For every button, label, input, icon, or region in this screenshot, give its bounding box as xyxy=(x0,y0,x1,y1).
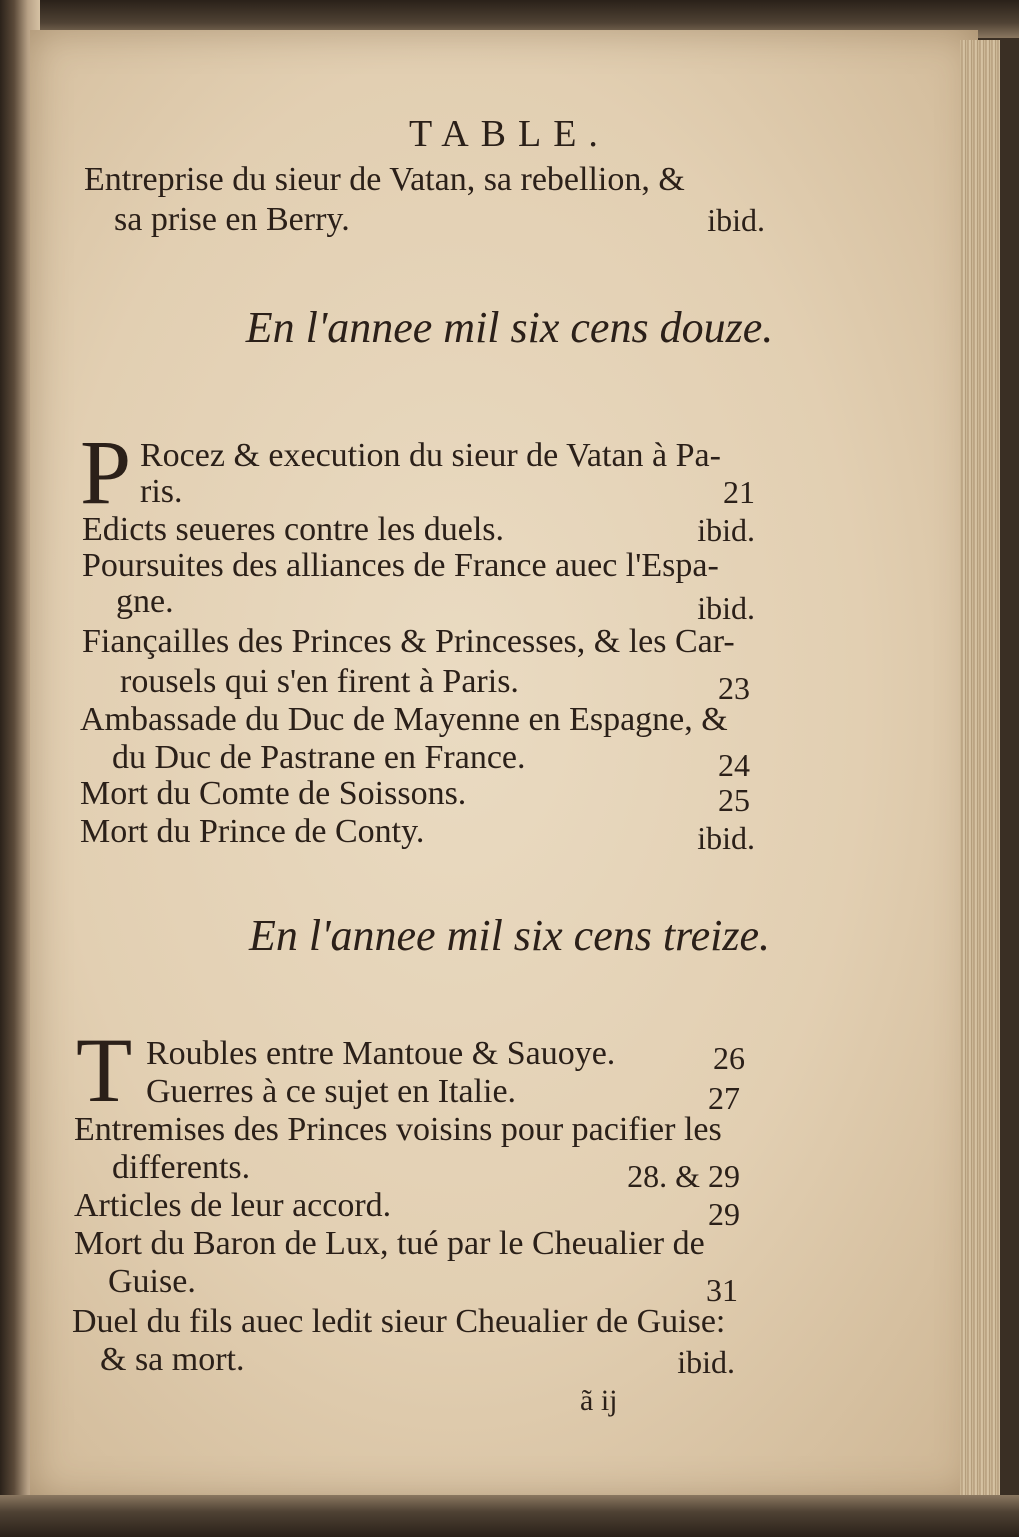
entry-line: Fiançailles des Princes & Princesses, & les Car- xyxy=(82,623,735,660)
entry-line: rousels qui s'en firent à Paris. xyxy=(120,663,519,700)
entry-page: 24 xyxy=(718,747,750,783)
entry-line: Mort du Baron de Lux, tué par le Cheualier de xyxy=(74,1225,705,1262)
entry-line: Rocez & execution du sieur de Vatan à Pa- xyxy=(140,437,721,474)
entry-line: Edicts seueres contre les duels. xyxy=(82,511,505,548)
entry-page: 21 xyxy=(723,474,755,510)
entry-line: Ambassade du Duc de Mayenne en Espagne, & xyxy=(80,701,728,738)
entry-line: sa prise en Berry. xyxy=(114,201,350,238)
drop-cap: T xyxy=(76,1019,133,1121)
entry-line: & sa mort. xyxy=(100,1341,245,1378)
entry-page: 31 xyxy=(706,1272,738,1308)
entry-line: Mort du Prince de Conty. xyxy=(80,813,425,850)
entry-page: 28. & 29 xyxy=(627,1158,740,1194)
signature-mark: ã ij xyxy=(580,1384,618,1417)
entry-line: Duel du fils auec ledit sieur Cheualier de Guise: xyxy=(72,1303,726,1340)
entry-line: Guerres à ce sujet en Italie. xyxy=(146,1073,517,1110)
page-stack-edges xyxy=(960,40,1000,1500)
entry-page: 23 xyxy=(718,670,750,706)
entry-line: Entremises des Princes voisins pour pacifier les xyxy=(74,1111,722,1148)
entry-page: 27 xyxy=(708,1080,740,1116)
entry-page: 26 xyxy=(713,1040,745,1076)
entry-page: ibid. xyxy=(697,820,755,856)
entry-line: Entreprise du sieur de Vatan, sa rebellion, & xyxy=(84,161,685,198)
entry-line: differents. xyxy=(112,1149,251,1186)
entry-line: Articles de leur accord. xyxy=(74,1187,392,1224)
entry-line: Guise. xyxy=(108,1263,196,1300)
entry-page: ibid. xyxy=(707,202,765,238)
entry-line: gne. xyxy=(116,583,174,620)
bottom-edge xyxy=(0,1495,1019,1537)
drop-cap: P xyxy=(80,421,132,523)
entry-page: ibid. xyxy=(677,1344,735,1380)
entry-page: 29 xyxy=(708,1196,740,1232)
entry-line: du Duc de Pastrane en France. xyxy=(112,739,526,776)
entry-line: Mort du Comte de Soissons. xyxy=(80,775,467,812)
entry-page: ibid. xyxy=(697,512,755,548)
entry-line: ris. xyxy=(140,473,183,510)
entry-line: Poursuites des alliances de France auec l'Espa- xyxy=(82,547,719,584)
entry-page: ibid. xyxy=(697,590,755,626)
page-title: TABLE. xyxy=(409,113,610,155)
entry-line: Roubles entre Mantoue & Sauoye. xyxy=(146,1035,616,1072)
entry-page: 25 xyxy=(718,782,750,818)
section-heading: En l'annee mil six cens treize. xyxy=(249,911,770,960)
section-heading: En l'annee mil six cens douze. xyxy=(245,303,774,352)
